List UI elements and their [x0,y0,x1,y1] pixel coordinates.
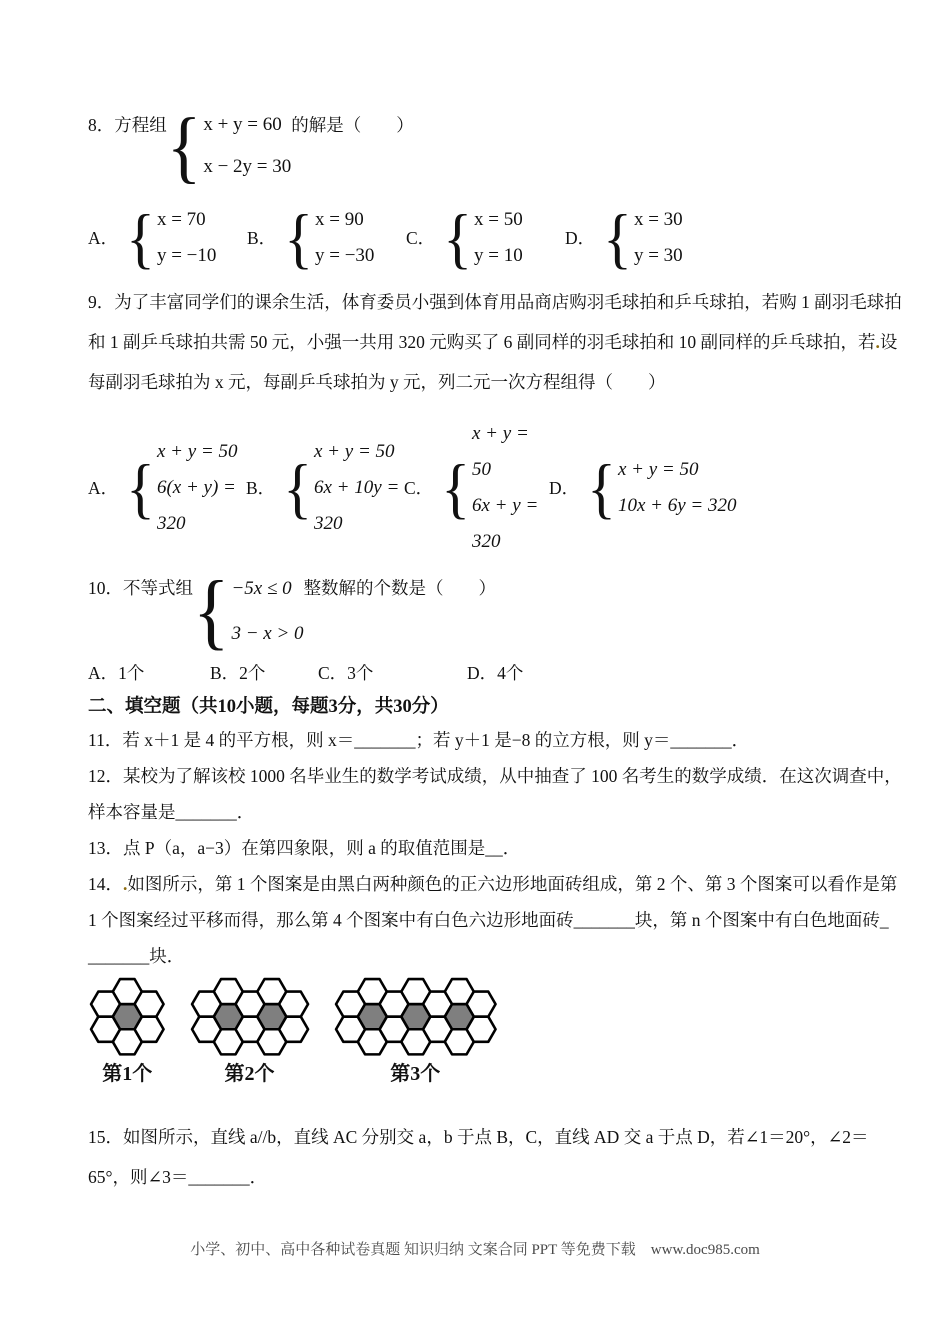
hex-figure-3-label: 第3个 [390,1063,441,1086]
option-letter: B． [246,478,276,498]
question-8-options [88,202,866,274]
question-14-line3: _______块． [88,946,185,966]
question-9-option-c [404,416,549,560]
option-letter: C． [406,228,436,248]
left-brace-glyph: { [193,563,230,659]
option-letter: D． [565,228,596,248]
question-8-suffix: 的解是（ ） [291,115,414,135]
left-brace-glyph: { [126,201,155,275]
option-eq-line1: x = 90 [315,209,364,230]
option-eq-line2: 6x + y = 320 [472,495,539,552]
question-8-option-b [247,202,406,274]
left-brace-glyph: { [603,201,632,275]
left-brace-glyph: { [166,101,202,191]
option-eq-line2: 10x + 6y = 320 [617,495,737,516]
question-10-eq-line2: 3 − x > 0 [231,623,304,644]
question-10-option-c: C．3个 [318,663,374,683]
question-14-line1 [88,866,898,902]
question-9 [88,282,902,402]
question-9-line2-text: 和 1 副乒乓球拍共需 50 元，小强一共用 320 元购买了 6 副同样的羽毛球拍和 10 副同样的乒乓球拍，若 [88,332,876,352]
option-eq-line2: 6x + 10y = 320 [314,477,400,534]
question-8-option-d [565,202,683,274]
question-14-line2: 1 个图案经过平移而得，那么第 4 个图案中有白色六边形地面砖_______块，第 n 个图案中有白色地面砖_ [88,910,889,930]
option-letter: D． [549,478,580,498]
left-brace-glyph: { [441,451,470,525]
question-10-option-d: D．4个 [467,663,524,683]
option-eq-line2: y = 10 [474,245,523,266]
option-eq-line1: x = 30 [633,209,683,230]
section-2-title: 二、填空题（共10小题，每题3分，共30分） [88,697,449,717]
question-8-eq-line2: x − 2y = 30 [203,156,292,177]
left-brace-glyph: { [283,451,312,525]
question-12-line1: 12．某校为了解该校 1000 名毕业生的数学考试成绩，从中抽查了 100 名考生的数学成绩．在这次调查中， [88,766,902,786]
question-10-inequality-system [193,563,304,659]
question-10-prefix: 10．不等式组 [88,578,193,598]
option-eq-line1: x + y = 50 [617,459,699,480]
option-letter: A． [88,228,119,248]
option-letter: A． [88,478,119,498]
option-letter: C． [404,478,434,498]
footer-text: 小学、初中、高中各种试卷真题 知识归纳 文案合同 PPT 等免费下载 www.doc985.com [190,1242,760,1258]
option-eq-line2: y = 30 [633,245,683,266]
question-14-number: 14． [88,874,123,894]
question-9-option-b [246,416,404,560]
question-8-prefix: 8．方程组 [88,115,167,135]
question-15 [88,1117,869,1197]
left-brace-glyph: { [587,451,616,525]
question-10-eq-line1: −5x ≤ 0 [231,578,292,599]
question-8-eq-line1: x + y = 60 [203,114,282,135]
option-letter: B． [247,228,277,248]
question-10-option-b: B．2个 [210,663,266,683]
question-8-option-c [406,202,565,274]
left-brace-glyph: { [284,201,313,275]
question-11: 11．若 x＋1 是 4 的平方根，则 x＝_______；若 y＋1 是−8 的立方根，则 y＝_______． [88,730,750,750]
hex-figure-2 [189,976,311,1089]
question-10-suffix: 整数解的个数是（ ） [303,578,497,598]
revision-dot-mark: . [875,332,880,352]
question-12-line2: 样本容量是_______． [88,802,255,822]
question-9-options [88,416,866,560]
fill-in-blank-section [88,722,902,974]
option-eq-line2: y = −10 [156,245,217,266]
option-eq-line2: 6(x + y) = 320 [156,477,236,534]
question-14-figures [88,976,866,1089]
option-eq-line1: x = 50 [474,209,523,230]
question-9-line1: 9．为了丰富同学们的课余生活，体育委员小强到体育用品商店购羽毛球拍和乒乓球拍，若购 1 副羽毛球拍 [88,292,902,312]
question-14-line1-text: 如图所示，第 1 个图案是由黑白两种颜色的正六边形地面砖组成，第 2 个、第 3 个图案可以看作是第 [127,874,898,894]
option-eq-line1: x + y = 50 [156,441,238,462]
site-footer [0,1240,950,1260]
hex-figure-2-label: 第2个 [224,1063,275,1086]
option-eq-line1: x + y = 50 [472,423,529,480]
revision-dot-mark: . [123,874,128,894]
question-9-option-d [549,416,736,560]
question-8-option-a [88,202,247,274]
question-8 [88,101,866,191]
question-9-line2-tail: 设 [879,332,898,352]
question-9-line3: 每副羽毛球拍为 x 元，每副乒乓球拍为 y 元，列二元一次方程组得（ ） [88,372,666,392]
left-brace-glyph: { [443,201,472,275]
question-9-option-a [88,416,246,560]
option-eq-line2: y = −30 [315,245,375,266]
question-8-equation-system [166,101,292,191]
hex-pattern-1-image [88,976,167,1057]
question-10-option-a: A．1个 [88,663,145,683]
left-brace-glyph: { [126,451,155,525]
question-13: 13．点 P（a，a−3）在第四象限，则 a 的取值范围是__． [88,838,521,858]
hex-figure-1 [88,976,167,1089]
question-10 [88,563,866,659]
hex-pattern-2-image [189,976,311,1057]
hex-figure-1-label: 第1个 [102,1063,153,1086]
hex-pattern-3-image [333,976,499,1057]
option-eq-line1: x = 70 [156,209,206,230]
question-10-options [88,660,866,686]
question-15-line1: 15．如图所示，直线 a//b，直线 AC 分别交 a，b 于点 B，C，直线 AD 交 a 于点 D，若∠1＝20°，∠2＝ [88,1127,869,1148]
option-eq-line1: x + y = 50 [314,441,395,462]
question-9-line2 [88,322,898,362]
hex-figure-3 [333,976,499,1089]
question-15-line2: 65°，则∠3＝_______． [88,1167,268,1188]
